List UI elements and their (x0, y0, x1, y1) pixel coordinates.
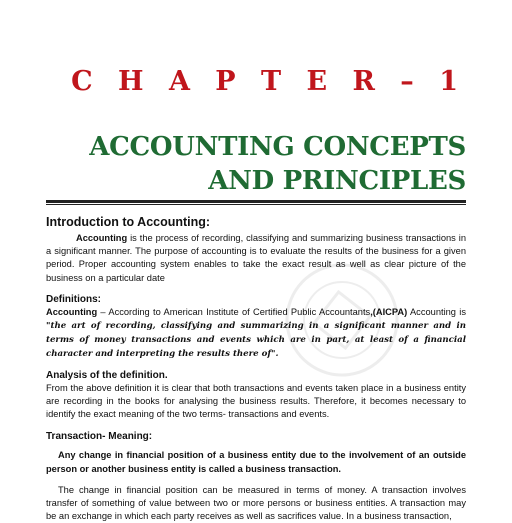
intro-paragraph (46, 232, 466, 285)
analysis-paragraph: From the above definition it is clear that both transactions and events taken place in a business entity are recording in the books for analysing the business results. Therefore, it becomes necessary to identify the exact meaning of the two terms- transactions and events. (46, 383, 466, 420)
intro-heading: Introduction to Accounting: (46, 215, 211, 229)
chapter-title (89, 130, 466, 198)
definition-lead: – According to American Institute of Certified Public Accountants (97, 306, 371, 317)
intro-term: Accounting (76, 233, 128, 243)
definition-org: ,(AICPA) (370, 306, 408, 317)
definition-is: Accounting is (407, 306, 466, 317)
title-divider (46, 200, 466, 205)
definition-paragraph (46, 306, 466, 361)
chapter-title-line-1: ACCOUNTING CONCEPTS (89, 132, 466, 162)
chapter-title-line-2: AND PRINCIPLES (208, 166, 466, 196)
chapter-label: C H A P T E R – 1 (71, 66, 466, 97)
document-body (46, 214, 466, 523)
analysis-heading: Analysis of the definition. (46, 370, 168, 382)
definitions-heading: Definitions: (46, 293, 101, 305)
transaction-heading: Transaction- Meaning: (46, 430, 153, 442)
intro-text: is the process of recording, classifying and summarizing business transactions in a significant manner. The purpose of accounting is to evaluate the results of the business for a given period. Proper accounting system enables to take the exact result as well as clear picture of the business on a particular date (46, 233, 466, 283)
transaction-paragraph: The change in financial position can be measured in terms of money. A transaction involves transfer of something of value between two or more persons or business entities. A transaction may be an exchange in which each party receives as well as sacrifices value. In a business transaction, (46, 484, 466, 522)
transaction-emphasis: Any change in financial position of a business entity due to the involvement of an outside person or another business entity is called a business transaction. (46, 449, 466, 474)
definition-term: Accounting (46, 306, 98, 317)
definition-quote: "the art of recording, classifying and summarizing in a significant manner and in terms of money transactions and events which are in part, at least of a financial character and interpreting the results there of". (46, 321, 466, 360)
